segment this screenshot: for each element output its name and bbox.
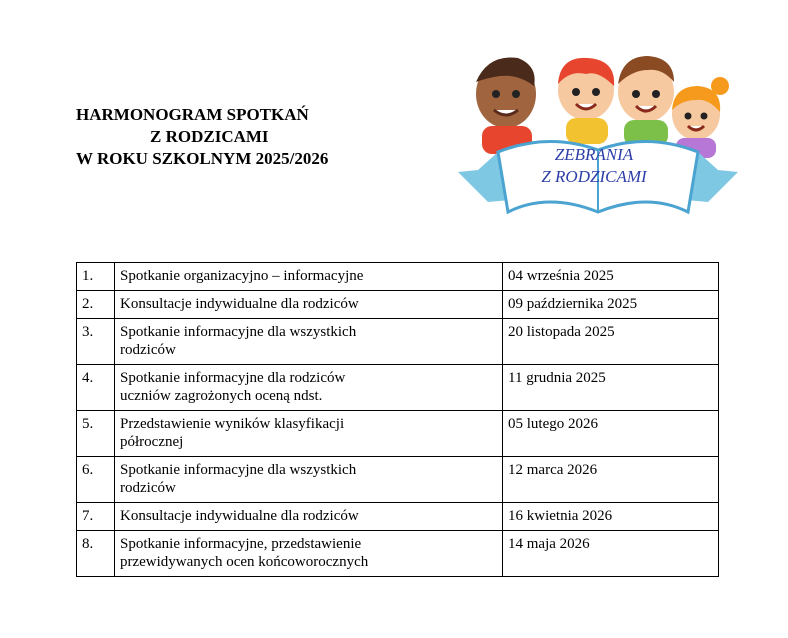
row-number-text: 5. [82,416,94,432]
meeting-topic [115,263,503,291]
meeting-topic-text: Przedstawienie wyników klasyfikacji półrocznej [120,416,345,450]
meeting-date-text: 11 grudnia 2025 [508,370,606,386]
meeting-topic-text: Konsultacje indywidualne dla rodziców [120,296,359,312]
meeting-date [503,457,719,503]
row-number [77,291,115,319]
zebrania-logo-illustration [448,52,748,222]
meeting-date-text: 20 listopada 2025 [508,324,615,340]
row-number-text: 3. [82,324,94,340]
meeting-date [503,503,719,531]
meeting-date-text: 09 października 2025 [508,296,638,312]
row-number-text: 8. [82,536,94,552]
meeting-topic [115,457,503,503]
row-number-text: 4. [82,370,94,386]
meeting-topic-text: Spotkanie informacyjne dla wszystkich rodziców [120,324,357,358]
row-number [77,503,115,531]
logo-text-line-2: Z RODZICAMI [541,167,647,186]
meeting-date-text: 05 lutego 2026 [508,416,598,432]
meeting-topic-text: Spotkanie organizacyjno – informacyjne [120,268,364,284]
row-number-text: 2. [82,296,94,312]
row-number [77,411,115,457]
title-line-1: HARMONOGRAM SPOTKAŃ [76,105,309,124]
child-3-illustration [618,56,674,146]
meeting-topic-text: Spotkanie informacyjne dla rodziców uczniów zagrożonych oceną ndst. [120,370,346,404]
meeting-topic-text: Konsultacje indywidualne dla rodziców [120,508,359,524]
row-number [77,263,115,291]
meeting-date [503,365,719,411]
child-2-illustration [558,58,614,144]
table-row [77,291,719,319]
title-line-3: W ROKU SZKOLNYM 2025/2026 [76,149,329,168]
table-row [77,531,719,577]
meeting-topic [115,503,503,531]
table-row [77,365,719,411]
table-row [77,263,719,291]
meeting-date-text: 04 września 2025 [508,268,614,284]
meeting-topic [115,319,503,365]
table-row [77,503,719,531]
row-number-text: 6. [82,462,94,478]
meeting-date-text: 16 kwietnia 2026 [508,508,613,524]
row-number [77,319,115,365]
meeting-date [503,531,719,577]
table-row [77,411,719,457]
meeting-date [503,319,719,365]
row-number [77,457,115,503]
meeting-topic [115,365,503,411]
title-line-2: Z RODZICAMI [150,127,269,146]
document-title [76,104,396,170]
meeting-topic-text: Spotkanie informacyjne, przedstawienie przewidywanych ocen końcoworocznych [120,536,369,570]
logo-text-line-1: ZEBRANIA [554,145,634,164]
meeting-topic [115,411,503,457]
child-1-illustration [476,58,536,155]
meeting-date [503,263,719,291]
meeting-topic-text: Spotkanie informacyjne dla wszystkich rodziców [120,462,357,496]
meeting-date [503,291,719,319]
meetings-schedule-table [76,262,719,577]
meeting-date [503,411,719,457]
row-number-text: 1. [82,268,94,284]
row-number [77,365,115,411]
table-row [77,457,719,503]
row-number-text: 7. [82,508,94,524]
table-row [77,319,719,365]
meeting-topic [115,531,503,577]
row-number [77,531,115,577]
meeting-date-text: 14 maja 2026 [508,536,590,552]
meeting-date-text: 12 marca 2026 [508,462,598,478]
meeting-topic [115,291,503,319]
